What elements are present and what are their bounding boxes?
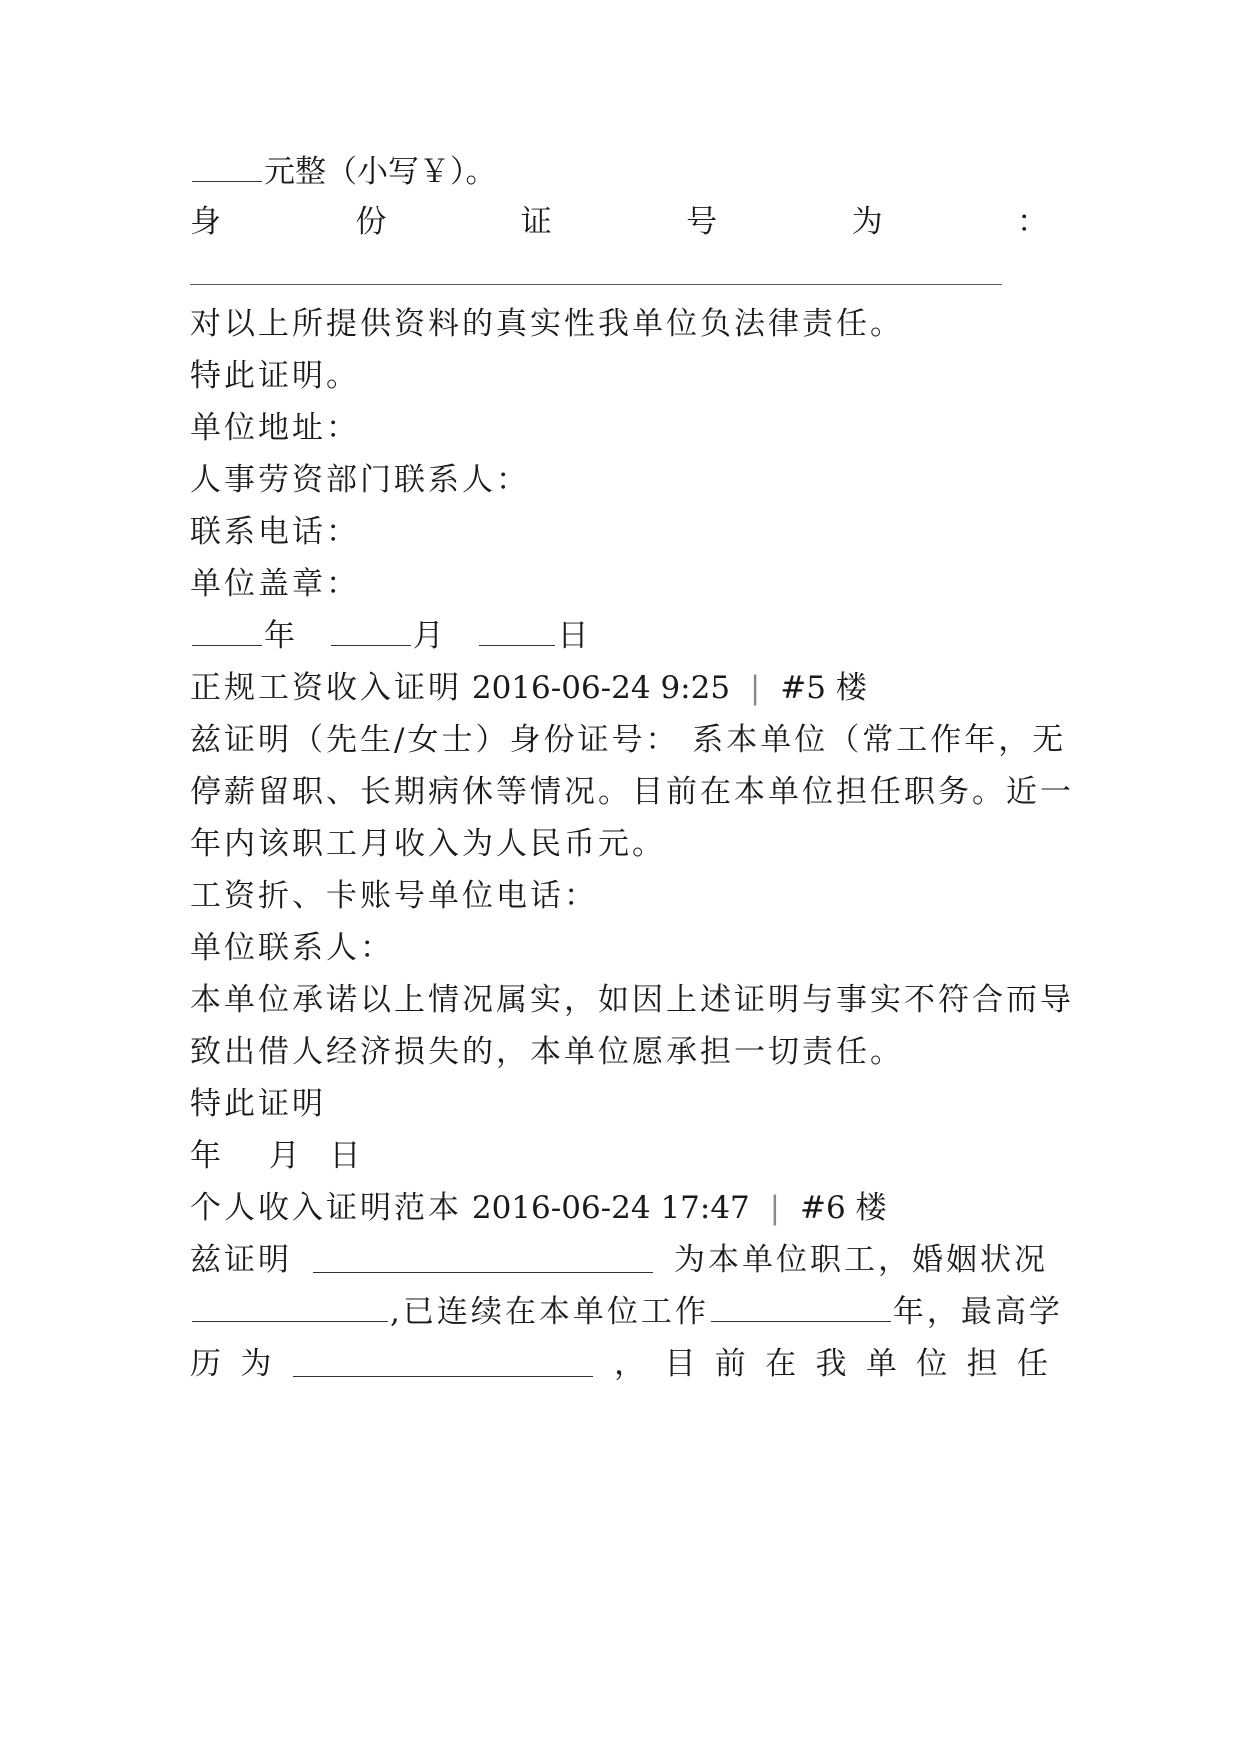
cert-text: 为本单位职工，婚姻状况: [674, 1242, 1048, 1278]
bank-account-label: 工资折、卡账号单位电话：: [190, 878, 598, 914]
day-label: 日: [557, 618, 589, 654]
cert-char: 在: [765, 1346, 797, 1382]
years-worked-blank: [711, 1293, 891, 1322]
income-cert-line-2: [190, 1292, 1063, 1332]
cert-char: 目: [664, 1346, 696, 1382]
hr-contact-label: 人事劳资部门联系人：: [190, 462, 530, 498]
cert-text: 年，最高学: [892, 1294, 1063, 1330]
cert-char: 单: [865, 1346, 897, 1382]
responsibility-text: 对以上所提供资料的真实性我单位负法律责任。: [190, 306, 904, 342]
marital-status-blank: [192, 1293, 388, 1322]
certify-text: 特此证明: [190, 1086, 326, 1122]
year-label: 年: [264, 618, 295, 654]
cert-prefix: 兹证明: [190, 1242, 292, 1278]
body-text-line: 致出借人经济损失的，本单位愿承担一切责任。: [190, 1034, 904, 1070]
day-label: 日: [329, 1138, 361, 1174]
unit-seal-label: 单位盖章：: [190, 566, 360, 602]
id-char: ：: [1016, 204, 1048, 240]
amount-text: 元整（小写￥）。: [264, 154, 497, 190]
id-char: 证: [520, 204, 552, 240]
amount-blank: [192, 153, 262, 182]
body-text-line: 兹证明（先生/女士）身份证号： 系本单位（常工作年，无: [190, 722, 1067, 758]
cert-char: ，: [614, 1346, 646, 1382]
date-blank-line: [190, 616, 1052, 656]
post-separator: |: [749, 670, 761, 706]
month-label: 月: [268, 1138, 300, 1174]
name-blank: [313, 1244, 653, 1273]
month-blank: [331, 617, 411, 646]
date-line: [190, 1136, 1052, 1176]
id-char: 为: [851, 204, 883, 240]
contact-phone-label: 联系电话：: [190, 514, 360, 550]
cert-char: 位: [916, 1346, 948, 1382]
body-text-line: 停薪留职、长期病休等情况。目前在本单位担任职务。近一: [190, 774, 1074, 810]
id-char: 身: [190, 204, 221, 240]
body-text-line: 年内该职工月收入为人民币元。: [190, 826, 666, 862]
post-header-5: [190, 668, 1052, 708]
body-text-line: 本单位承诺以上情况属实，如因上述证明与事实不符合而导: [190, 982, 1074, 1018]
unit-address-label: 单位地址：: [190, 410, 360, 446]
cert-text: ,已连续在本单位工作: [390, 1294, 709, 1330]
id-char: 份: [355, 204, 387, 240]
certify-text: 特此证明。: [190, 358, 360, 394]
id-char: 号: [686, 204, 718, 240]
month-label: 月: [412, 618, 444, 654]
income-cert-line-1: [190, 1240, 1048, 1280]
post-datetime: 2016-06-24 9:25: [471, 670, 731, 706]
post-separator: |: [769, 1190, 781, 1226]
year-blank: [192, 617, 262, 646]
cert-char: 我: [815, 1346, 847, 1382]
post-datetime: 2016-06-24 17:47: [471, 1190, 750, 1226]
cert-char: 为: [240, 1346, 272, 1382]
post-floor-number: #5 楼: [780, 670, 867, 706]
cert-char: 担: [966, 1346, 998, 1382]
income-cert-line-3: [190, 1344, 1048, 1384]
day-blank: [479, 617, 555, 646]
id-number-label-line: [190, 202, 1048, 242]
cert-char: 历: [190, 1346, 221, 1382]
id-number-blank-rule: [190, 284, 1002, 285]
unit-contact-label: 单位联系人：: [190, 930, 394, 966]
education-blank: [293, 1348, 593, 1377]
year-label: 年: [190, 1138, 221, 1174]
post-title: 正规工资收入证明: [190, 670, 462, 706]
cert-char: 前: [714, 1346, 746, 1382]
post-floor-number: #6 楼: [799, 1190, 887, 1226]
post-title: 个人收入证明范本: [190, 1190, 462, 1226]
post-header-6: [190, 1188, 1052, 1228]
cert-char: 任: [1016, 1346, 1048, 1382]
amount-line: [190, 152, 1052, 192]
